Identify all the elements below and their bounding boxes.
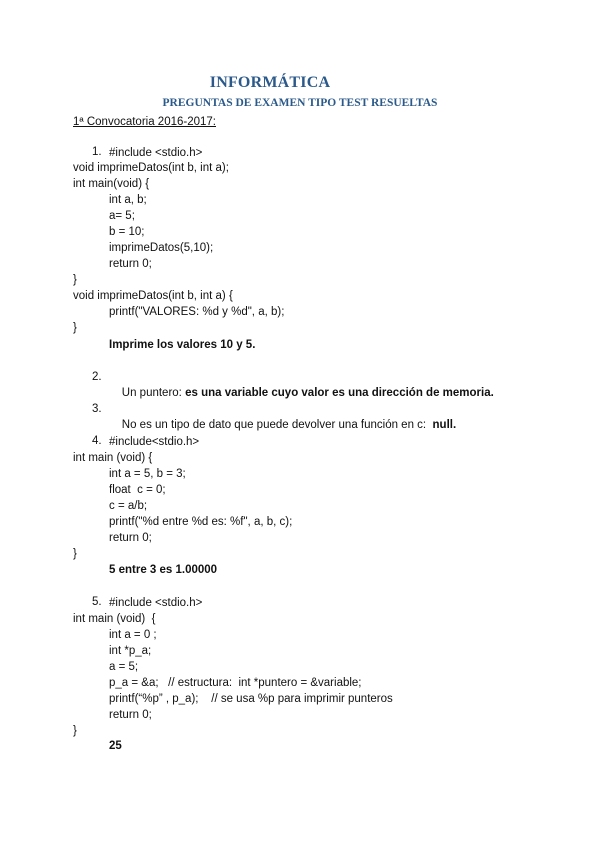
q2-question-text: Un puntero: [121, 387, 186, 399]
q1-code-line: } [73, 274, 77, 286]
q1-code-line: printf("VALORES: %d y %d", a, b); [109, 306, 285, 318]
q4-code-line: return 0; [109, 532, 152, 544]
q5-code-line: a = 5; [109, 661, 139, 673]
q4-number: 4. [92, 435, 102, 447]
q1-code-line: a= 5; [109, 210, 135, 222]
q5-code-line: #include <stdio.h> [109, 597, 203, 609]
q2-number: 2. [92, 371, 102, 383]
q1-code-line: imprimeDatos(5,10); [109, 242, 214, 254]
q5-code-line: return 0; [109, 709, 152, 721]
q5-code-line: int a = 0 ; [109, 629, 157, 641]
q3-answer: null. [432, 419, 457, 431]
q4-code-line: } [73, 548, 77, 560]
q2-answer: es una variable cuyo valor es una dirección de memoria. [185, 387, 494, 399]
q1-code-line: b = 10; [109, 226, 145, 238]
q1-answer: Imprime los valores 10 y 5. [109, 339, 256, 351]
q5-code-line: printf(“%p” , p_a); // se usa %p para imprimir punteros [109, 693, 393, 705]
q5-code-line: int main (void) { [73, 613, 156, 625]
q1-code-line: } [73, 322, 77, 334]
q4-code-line: printf("%d entre %d es: %f", a, b, c); [109, 516, 293, 528]
q5-code-line: } [73, 725, 77, 737]
q1-code-line: void imprimeDatos(int b, int a); [73, 162, 229, 174]
q1-code-line: #include <stdio.h> [109, 147, 203, 159]
q3-question-text: No es un tipo de dato que puede devolver una función en c: [121, 419, 433, 431]
document-subtitle: PREGUNTAS DE EXAMEN TIPO TEST RESUELTAS [162, 97, 438, 109]
q5-number: 5. [92, 596, 102, 608]
q1-number: 1. [92, 146, 102, 158]
q5-answer: 25 [109, 740, 122, 752]
q4-code-line: int main (void) { [73, 452, 153, 464]
q4-code-line: int a = 5, b = 3; [109, 468, 186, 480]
q1-code-line: return 0; [109, 258, 152, 270]
q4-code-line: float c = 0; [109, 484, 166, 496]
q1-code-line: int a, b; [109, 194, 147, 206]
q3-number: 3. [92, 403, 102, 415]
q5-code-line: int *p_a; [109, 645, 152, 657]
q4-code-line: c = a/b; [109, 500, 148, 512]
document-title: INFORMÁTICA [209, 74, 331, 91]
q4-code-line: #include<stdio.h> [109, 436, 200, 448]
q4-answer: 5 entre 3 es 1.00000 [109, 564, 218, 576]
convocatoria-heading: 1ª Convocatoria 2016-2017: [73, 116, 216, 128]
q1-code-line: int main(void) { [73, 178, 150, 190]
q1-code-line: void imprimeDatos(int b, int a) { [73, 290, 233, 302]
q5-code-line: p_a = &a; // estructura: int *puntero = &variable; [109, 677, 362, 689]
